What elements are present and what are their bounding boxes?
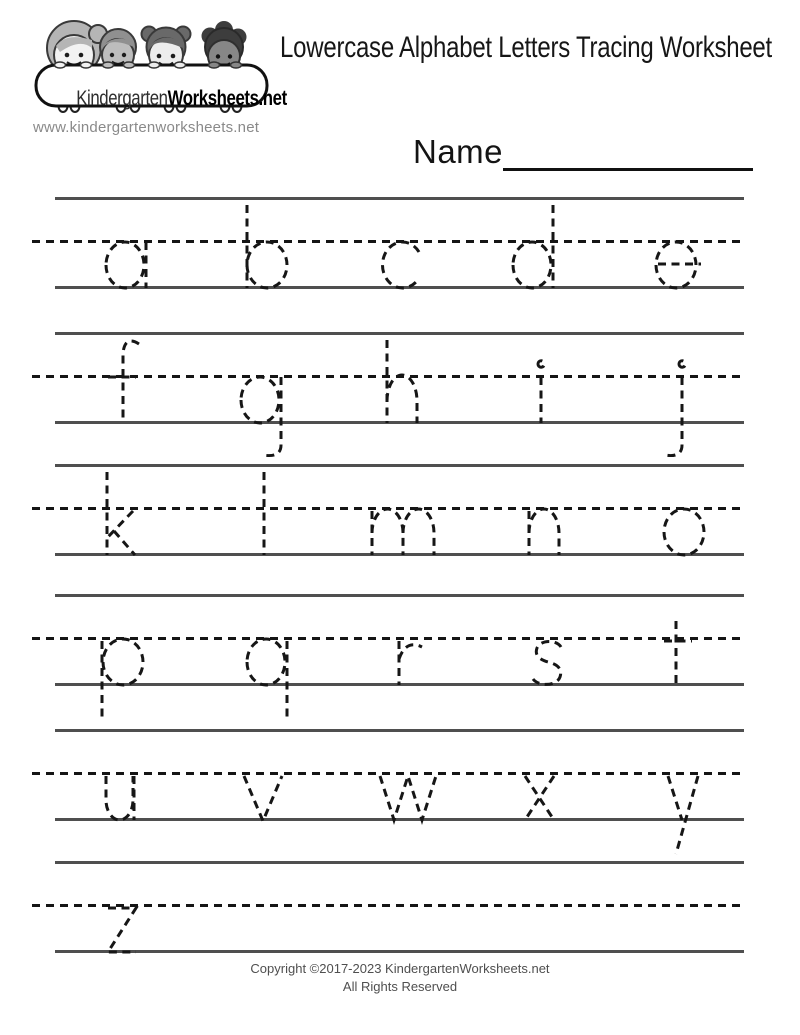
trace-letter-r: [378, 595, 448, 725]
trace-letter-i: [517, 333, 587, 463]
name-label: Name: [413, 133, 504, 170]
trace-letter-t: [654, 595, 724, 725]
trace-letter-h: [378, 333, 448, 463]
trace-letter-d: [517, 198, 587, 328]
trace-letter-j: [654, 333, 724, 463]
trace-letter-n: [517, 465, 587, 595]
trace-letter-w: [378, 730, 448, 860]
trace-letter-b: [240, 198, 310, 328]
practice-row-1: [0, 198, 800, 288]
logo-text-worksheets-net: Worksheets.net: [167, 87, 287, 110]
practice-row-4: [0, 595, 800, 685]
trace-letter-s: [517, 595, 587, 725]
footer-copyright: Copyright ©2017-2023 KindergartenWorksheets.net: [250, 961, 550, 976]
name-blank-line: [503, 134, 753, 171]
trace-letter-y: [654, 730, 724, 860]
trace-letter-v: [240, 730, 310, 860]
trace-letter-x: [517, 730, 587, 860]
trace-letter-o: [654, 465, 724, 595]
kindergartenworksheets-logo: [30, 14, 287, 120]
trace-letter-m: [378, 465, 448, 595]
page-title: Lowercase Alphabet Letters Tracing Worksheet: [280, 31, 772, 64]
footer: [0, 960, 800, 996]
trace-letter-c: [378, 198, 448, 328]
practice-row-3: [0, 465, 800, 555]
trace-letter-u: [98, 730, 168, 860]
trace-letter-f: [98, 333, 168, 463]
practice-row-6: [0, 862, 800, 952]
site-url-text: www.kindergartenworksheets.net: [33, 119, 260, 136]
trace-letter-q: [240, 595, 310, 725]
trace-letter-a: [98, 198, 168, 328]
trace-letter-e: [654, 198, 724, 328]
trace-letter-g: [240, 333, 310, 463]
footer-rights: All Rights Reserved: [342, 979, 458, 994]
trace-letter-l: [240, 465, 310, 595]
logo-banner-text: [76, 80, 287, 118]
practice-row-2: [0, 333, 800, 423]
practice-row-5: [0, 730, 800, 820]
trace-letter-p: [98, 595, 168, 725]
trace-letter-k: [98, 465, 168, 595]
logo-text-kindergarten: Kindergarten: [76, 87, 168, 110]
name-row: [413, 133, 753, 171]
